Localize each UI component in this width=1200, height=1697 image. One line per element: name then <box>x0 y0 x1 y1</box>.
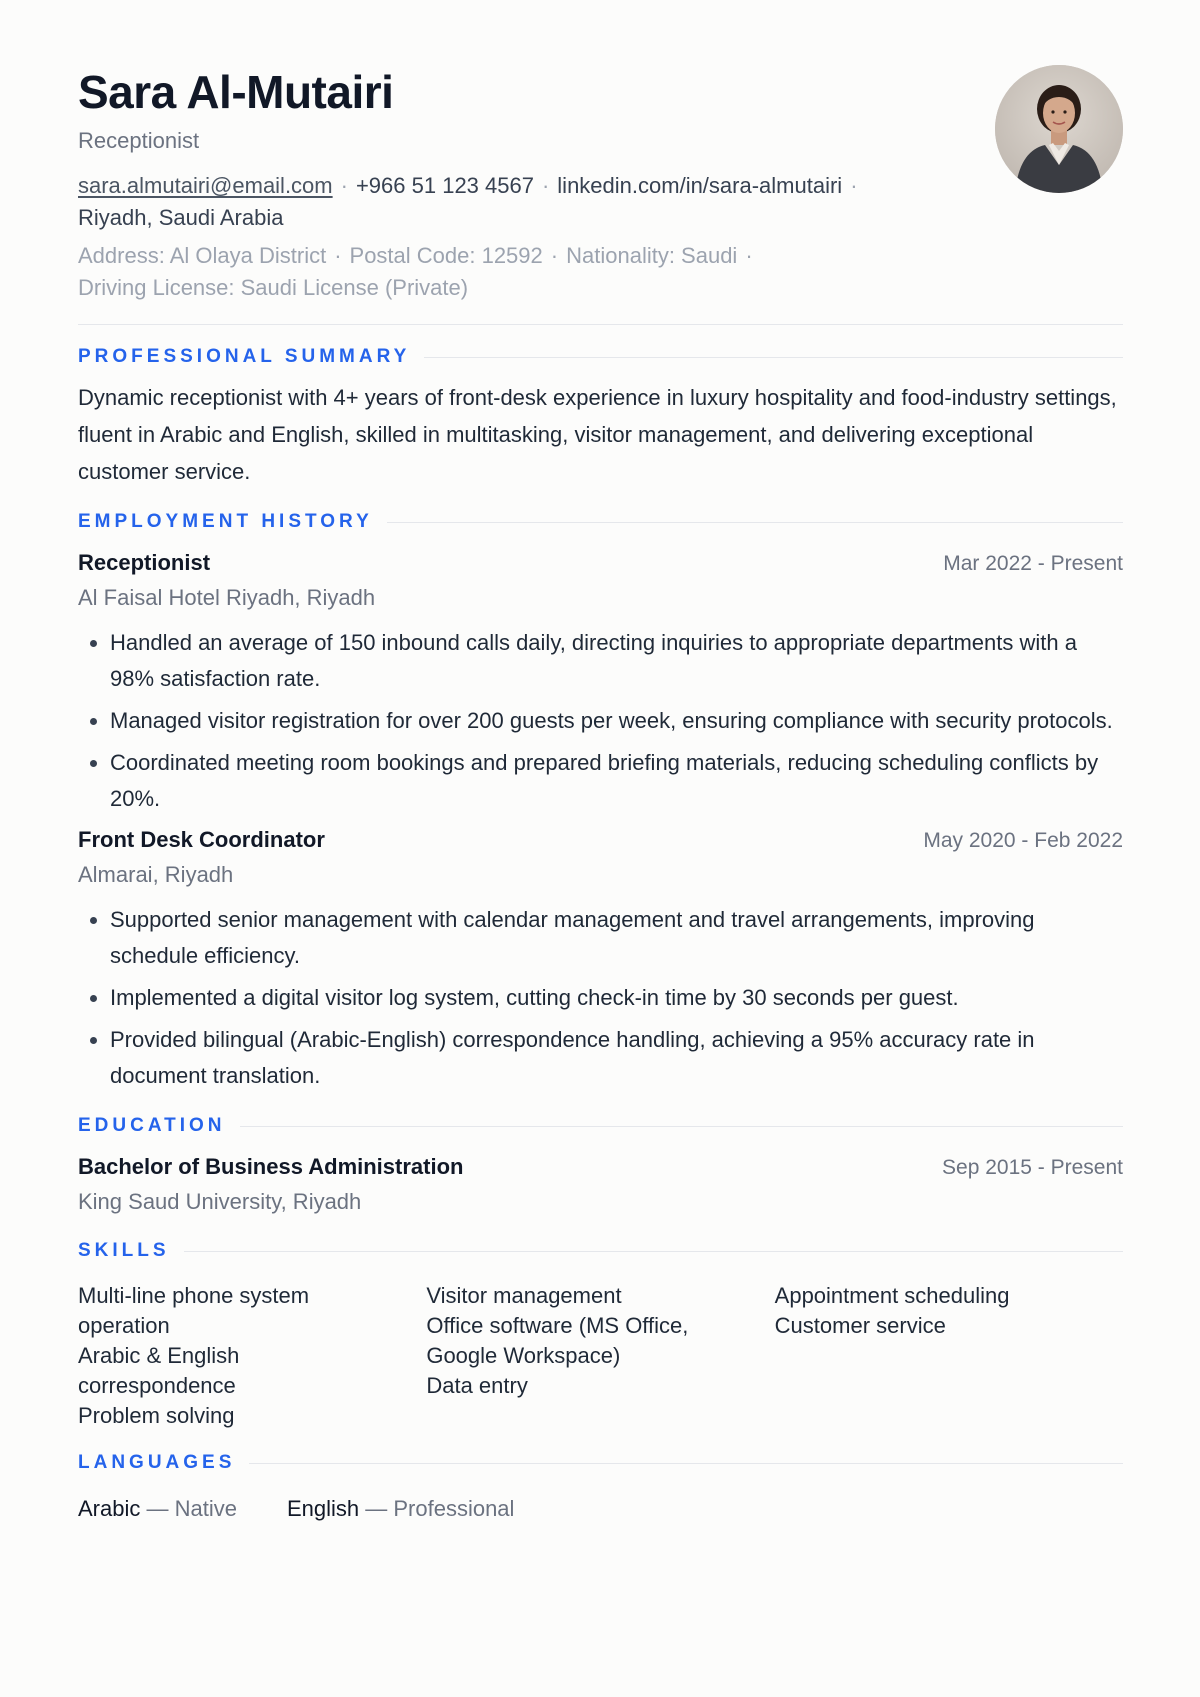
job-organization: Al Faisal Hotel Riyadh, Riyadh <box>78 585 376 610</box>
separator: · <box>340 173 348 198</box>
candidate-name: Sara Al-Mutairi <box>78 66 394 118</box>
section-divider <box>424 357 1123 358</box>
section-heading-summary <box>78 345 1123 369</box>
section-title: LANGUAGES <box>78 1452 236 1473</box>
skill-item: Arabic & English correspondence <box>78 1343 240 1398</box>
section-title: PROFESSIONAL SUMMARY <box>78 346 411 367</box>
languages-list <box>78 1493 1123 1525</box>
resume-header <box>78 64 1123 304</box>
section-title: EMPLOYMENT HISTORY <box>78 511 373 532</box>
profile-photo-icon <box>995 65 1123 193</box>
education-entry <box>78 1150 1123 1219</box>
language-item <box>78 1493 237 1525</box>
skill-item: Office software (MS Office, Google Workspace) <box>426 1313 689 1368</box>
bullet-item: • Managed visitor registration for over 200 guests per week, ensuring compliance with security protocols. <box>110 703 1123 739</box>
job-dates: May 2020 - Feb 2022 <box>923 829 1123 852</box>
language-item <box>287 1493 514 1525</box>
section-divider <box>240 1126 1123 1127</box>
summary-text: Dynamic receptionist with 4+ years of front-desk experience in luxury hospitality and food-industry settings, fluent in Arabic and English, skilled in multitasking, visitor management, and delivering exceptional customer service. <box>78 385 1117 484</box>
job-entry <box>78 823 1123 1094</box>
bullet-item: • Implemented a digital visitor log system, cutting check-in time by 30 seconds per guest. <box>110 980 1123 1016</box>
separator: · <box>541 173 550 198</box>
section-heading-skills <box>78 1239 1123 1263</box>
skills-column <box>426 1281 774 1431</box>
language-name: English <box>286 1496 360 1521</box>
location: Riyadh, Saudi Arabia <box>78 205 284 230</box>
bullet-item: • Handled an average of 150 inbound calls daily, directing inquiries to appropriate departments with a 98% satisfaction rate. <box>110 625 1123 697</box>
section-title: EDUCATION <box>78 1115 226 1136</box>
degree-title: Bachelor of Business Administration <box>78 1154 464 1179</box>
job-organization: Almarai, Riyadh <box>78 862 234 887</box>
job-title: Front Desk Coordinator <box>78 827 325 852</box>
address: Address: Al Olaya District <box>78 243 327 268</box>
driving-license: Driving License: Saudi License (Private) <box>78 275 469 300</box>
skill-item: Data entry <box>426 1373 528 1398</box>
education-dates: Sep 2015 - Present <box>942 1156 1123 1179</box>
job-bullets <box>78 902 1123 1094</box>
bullet-item: • Coordinated meeting room bookings and prepared briefing materials, reducing scheduling conflicts by 20%. <box>110 745 1123 817</box>
contact-line <box>78 170 953 234</box>
section-title: SKILLS <box>78 1240 170 1261</box>
linkedin-link[interactable]: linkedin.com/in/sara-almutairi <box>557 173 843 198</box>
skills-column <box>775 1281 1123 1431</box>
section-heading-employment <box>78 510 1123 534</box>
bullet-item: • Supported senior management with calendar management and travel arrangements, improving schedule efficiency. <box>110 902 1123 974</box>
section-divider <box>387 522 1123 523</box>
personal-details <box>78 240 953 304</box>
header-divider <box>78 324 1123 325</box>
section-heading-languages <box>78 1451 1123 1475</box>
job-bullets <box>78 625 1123 817</box>
job-title: Receptionist <box>78 550 211 575</box>
separator: · <box>850 173 858 198</box>
postal-code: Postal Code: 12592 <box>349 243 543 268</box>
separator: · <box>550 243 559 268</box>
skill-item: Multi-line phone system operation <box>78 1283 310 1338</box>
skill-item: Visitor management <box>426 1283 622 1308</box>
skill-item: Customer service <box>774 1313 946 1338</box>
job-entry <box>78 546 1123 817</box>
language-level: — Native <box>146 1496 237 1521</box>
phone-number: +966 51 123 4567 <box>355 173 534 198</box>
candidate-role: Receptionist <box>78 128 200 153</box>
nationality: Nationality: Saudi <box>566 243 738 268</box>
skill-item: Problem solving <box>78 1403 235 1428</box>
job-dates: Mar 2022 - Present <box>943 552 1123 575</box>
email-link[interactable]: sara.almutairi@email.com <box>78 173 333 198</box>
skill-item: Appointment scheduling <box>774 1283 1010 1308</box>
bullet-item: • Provided bilingual (Arabic-English) correspondence handling, achieving a 95% accuracy rate in document translation. <box>110 1022 1123 1094</box>
language-name: Arabic <box>78 1496 141 1521</box>
skills-grid <box>78 1281 1123 1431</box>
section-divider <box>184 1251 1123 1252</box>
section-divider <box>249 1463 1123 1464</box>
separator: · <box>334 243 342 268</box>
separator: · <box>745 243 753 268</box>
school-name: King Saud University, Riyadh <box>78 1189 362 1214</box>
skills-column <box>78 1281 426 1431</box>
language-level: — Professional <box>365 1496 515 1521</box>
avatar <box>995 65 1123 193</box>
section-heading-education <box>78 1114 1123 1138</box>
